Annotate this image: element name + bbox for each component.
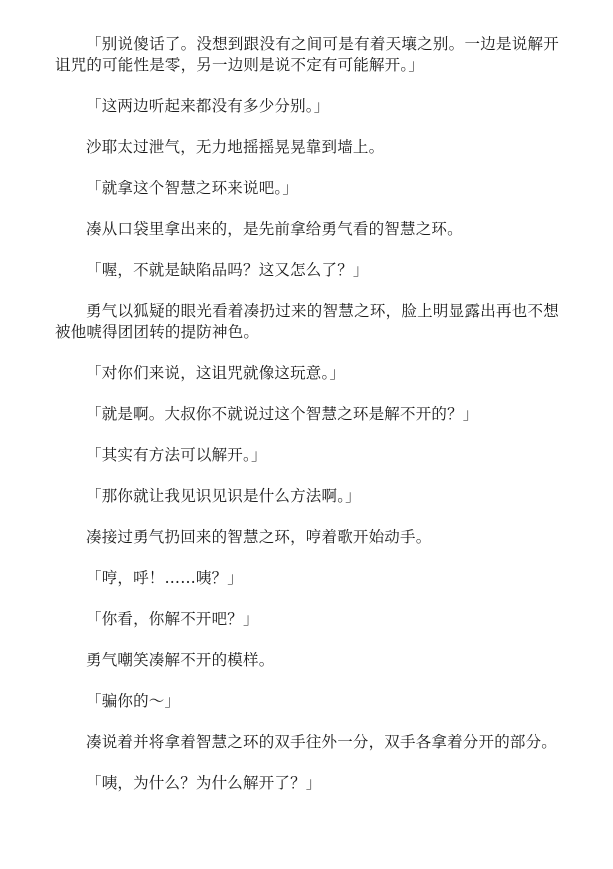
paragraph: 「这两边听起来都没有多少分别。」 [86,97,330,115]
paragraph: 「骗你的～」 [86,692,181,710]
paragraph: 勇气以狐疑的眼光看着凑扔过来的智慧之环，脸上明显露出再也不想被他唬得团团转的提防神色。 [55,302,559,341]
paragraph: 「对你们来说，这诅咒就像这玩意。」 [86,364,346,382]
paragraph: 「别说傻话了。没想到跟没有之间可是有着天壤之别。一边是说解开诅咒的可能性是零，另一边则是说不定有可能解开。」 [55,35,559,74]
paragraph: 凑接过勇气扔回来的智慧之环，哼着歌开始动手。 [86,528,432,546]
paragraph: 沙耶太过泄气，无力地摇摇晃晃靠到墙上。 [86,138,385,156]
paragraph: 「就是啊。大叔你不就说过这个智慧之环是解不开的？」 [86,405,479,423]
paragraph: 勇气嘲笑凑解不开的模样。 [86,651,275,669]
paragraph: 「哼，呼！……咦？」 [86,569,244,587]
paragraph: 「咦，为什么？为什么解开了？」 [86,774,322,792]
paragraph: 「喔，不就是缺陷品吗？这又怎么了？」 [86,261,369,279]
text-body [55,34,559,814]
paragraph: 「就拿这个智慧之环来说吧。」 [86,179,299,197]
paragraph: 「那你就让我见识见识是什么方法啊。」 [86,487,361,505]
paragraph: 凑从口袋里拿出来的，是先前拿给勇气看的智慧之环。 [86,220,463,238]
paragraph: 凑说着并将拿着智慧之环的双手往外一分，双手各拿着分开的部分。 [86,733,558,751]
paragraph: 「你看，你解不开吧？」 [86,610,259,628]
paragraph: 「其实有方法可以解开。」 [86,446,267,464]
